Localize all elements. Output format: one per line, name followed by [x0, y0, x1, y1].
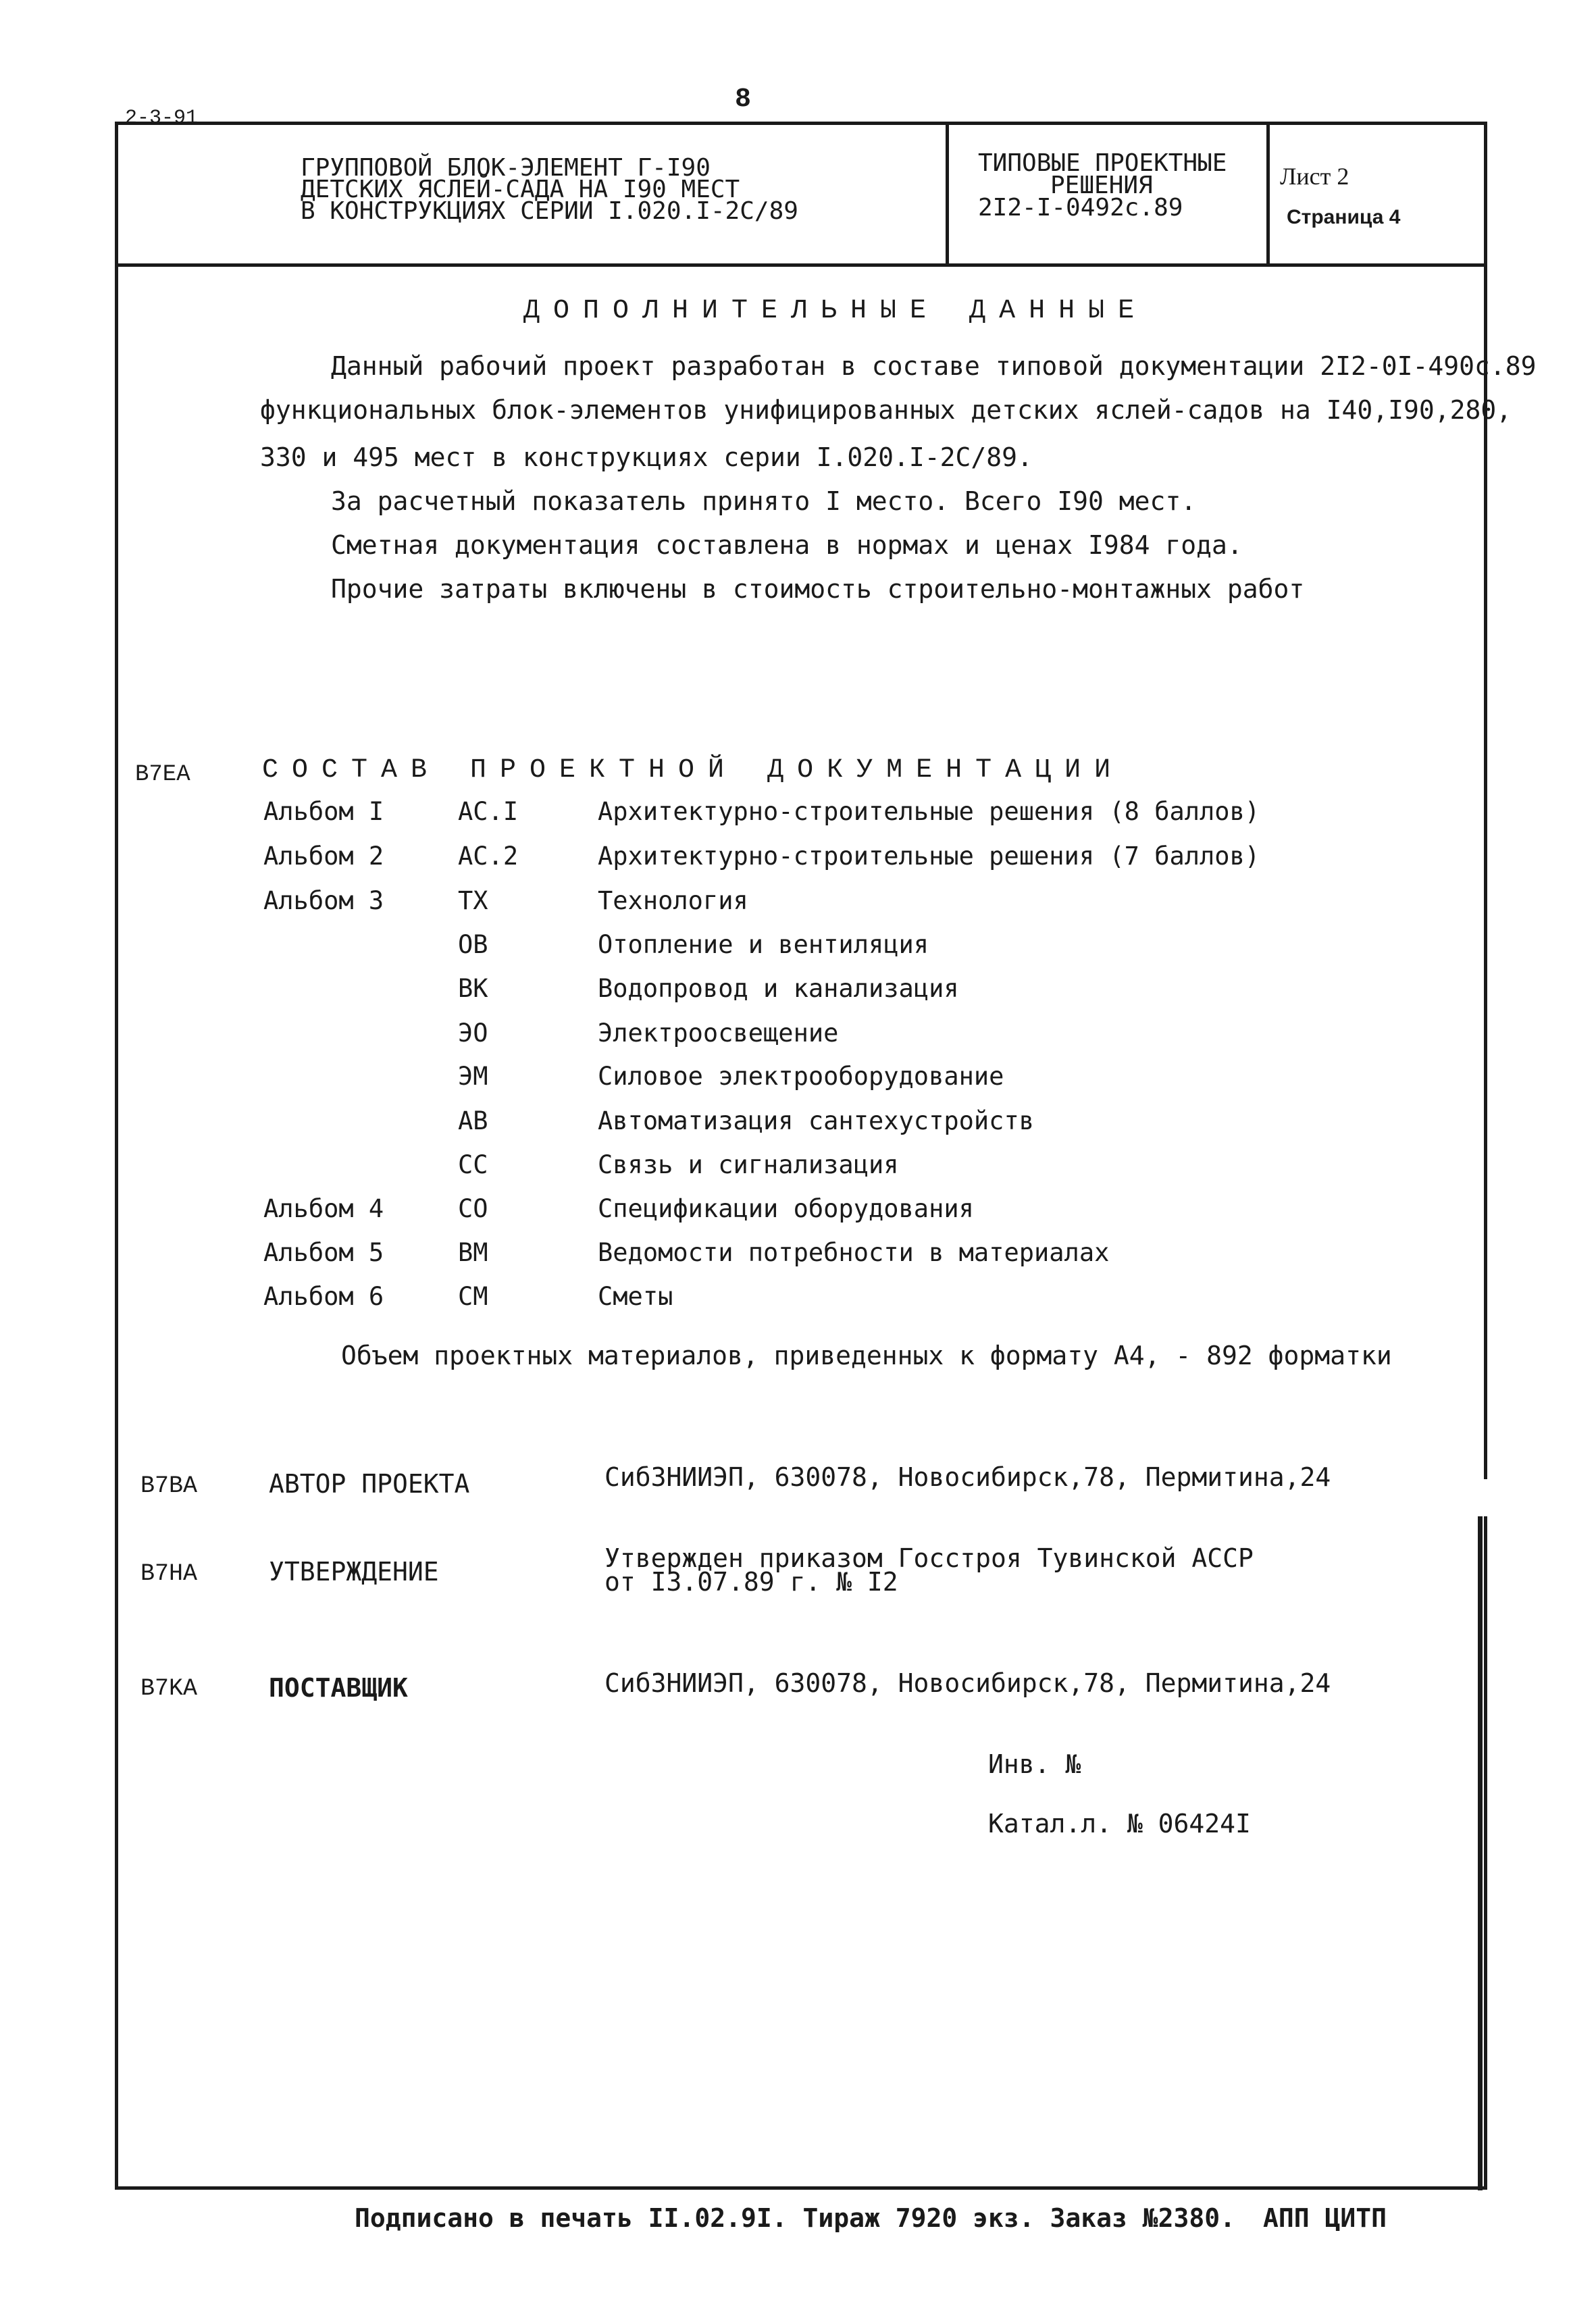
supplier-code: B7KA — [140, 1675, 198, 1702]
approval-line-2: от I3.07.89 г. № I2 — [604, 1567, 898, 1597]
composition-row-code: ЭО — [458, 1019, 488, 1048]
composition-row-description: Спецификации оборудования — [598, 1194, 974, 1223]
approval-code: B7HA — [140, 1560, 198, 1587]
composition-row-description: Автоматизация сантехустройств — [598, 1106, 1035, 1135]
composition-row-description: Технология — [598, 886, 748, 915]
supplier-label: ПОСТАВЩИК — [269, 1673, 408, 1703]
composition-row-album: Альбом 4 — [263, 1194, 384, 1223]
composition-row-album: Альбом I — [263, 797, 384, 826]
composition-row-description: Архитектурно-строительные решения (8 баллов) — [598, 797, 1260, 826]
paragraph-4: Прочие затраты включены в стоимость строительно-монтажных работ — [331, 574, 1305, 604]
header-column-divider-2 — [1266, 122, 1270, 265]
composition-row-description: Отопление и вентиляция — [598, 930, 929, 959]
title-line-2: ДЕТСКИХ ЯСЛЕЙ-САДА НА I90 МЕСТ — [301, 176, 740, 203]
composition-row-code: СО — [458, 1194, 488, 1223]
composition-row-code: ВК — [458, 974, 488, 1003]
composition-row-album: Альбом 2 — [263, 842, 384, 871]
composition-row-description: Архитектурно-строительные решения (7 баллов) — [598, 842, 1260, 871]
title-line-1: ГРУППОВОЙ БЛОК-ЭЛЕМЕНТ Г-I90 — [301, 154, 711, 182]
composition-row-description: Силовое электрооборудование — [598, 1062, 1004, 1091]
composition-row-description: Связь и сигнализация — [598, 1150, 899, 1179]
composition-row-code: АС.I — [458, 797, 519, 826]
author-code: B7BA — [140, 1472, 198, 1499]
paragraph-1-line-3: 330 и 495 мест в конструкциях серии I.020.I-2С/89. — [260, 442, 1033, 472]
composition-row-code: ЭМ — [458, 1062, 488, 1091]
volume-note: Объем проектных материалов, приведенных к формату А4, - 892 форматки — [341, 1341, 1392, 1370]
author-value: СибЗНИИЭП, 630078, Новосибирск,78, Пермитина,24 — [604, 1462, 1331, 1492]
composition-row-description: Ведомости потребности в материалах — [598, 1238, 1110, 1267]
paragraph-1-line-2: функциональных блок-элементов унифицированных детских яслей-садов на I40,I90,280, — [260, 395, 1512, 425]
right-margin-rule — [1478, 1516, 1483, 2190]
approval-line-1: Утвержден приказом Госстроя Тувинской АССР — [604, 1543, 1254, 1573]
additional-data-heading: ДОПОЛНИТЕЛЬНЫЕ ДАННЫЕ — [523, 296, 1148, 326]
document-date: 2-3-91 — [125, 107, 199, 130]
composition-row-code: ВМ — [458, 1238, 488, 1267]
composition-heading: СОСТАВ ПРОЕКТНОЙ ДОКУМЕНТАЦИИ — [262, 755, 1125, 786]
publisher: АПП ЦИТП — [1263, 2203, 1387, 2233]
header-column-divider-1 — [946, 122, 949, 265]
composition-row-album: Альбом 6 — [263, 1282, 384, 1311]
series-line-2: РЕШЕНИЯ — [1050, 172, 1153, 199]
composition-row-album: Альбом 5 — [263, 1238, 384, 1267]
header-divider — [115, 263, 1487, 267]
series-line-3: 2I2-I-0492с.89 — [978, 194, 1183, 222]
sheet-number: Лист 2 — [1280, 163, 1349, 190]
page-number: 8 — [735, 84, 752, 115]
page-label: Страница 4 — [1287, 206, 1401, 228]
approval-label: УТВЕРЖДЕНИЕ — [269, 1557, 439, 1587]
supplier-value: СибЗНИИЭП, 630078, Новосибирск,78, Пермитина,24 — [604, 1668, 1331, 1698]
composition-row-code: СС — [458, 1150, 488, 1179]
composition-row-code: АС.2 — [458, 842, 519, 871]
author-label: АВТОР ПРОЕКТА — [269, 1469, 470, 1499]
composition-row-description: Электроосвещение — [598, 1019, 839, 1048]
print-info: Подписано в печать II.02.9I. Тираж 7920 экз. Заказ №2380. — [355, 2203, 1236, 2233]
title-line-3: В КОНСТРУКЦИЯХ СЕРИИ I.020.I-2С/89 — [301, 197, 798, 225]
composition-code: B7EA — [135, 762, 190, 788]
composition-row-code: СМ — [458, 1282, 488, 1311]
inventory-number: Инв. № — [988, 1749, 1081, 1779]
composition-row-code: АВ — [458, 1106, 488, 1135]
composition-row-code: ТХ — [458, 886, 488, 915]
paragraph-1-line-1: Данный рабочий проект разработан в составе типовой документации 2I2-0I-490с.89 — [331, 351, 1537, 381]
catalog-number: Катал.л. № 06424I — [988, 1809, 1251, 1839]
composition-row-code: ОВ — [458, 930, 488, 959]
paragraph-2: За расчетный показатель принято I место. Всего I90 мест. — [331, 486, 1197, 516]
series-line-1: ТИПОВЫЕ ПРОЕКТНЫЕ — [978, 149, 1227, 177]
composition-row-description: Водопровод и канализация — [598, 974, 959, 1003]
composition-row-description: Сметы — [598, 1282, 673, 1311]
paragraph-3: Сметная документация составлена в нормах и ценах I984 года. — [331, 530, 1243, 560]
composition-row-album: Альбом 3 — [263, 886, 384, 915]
